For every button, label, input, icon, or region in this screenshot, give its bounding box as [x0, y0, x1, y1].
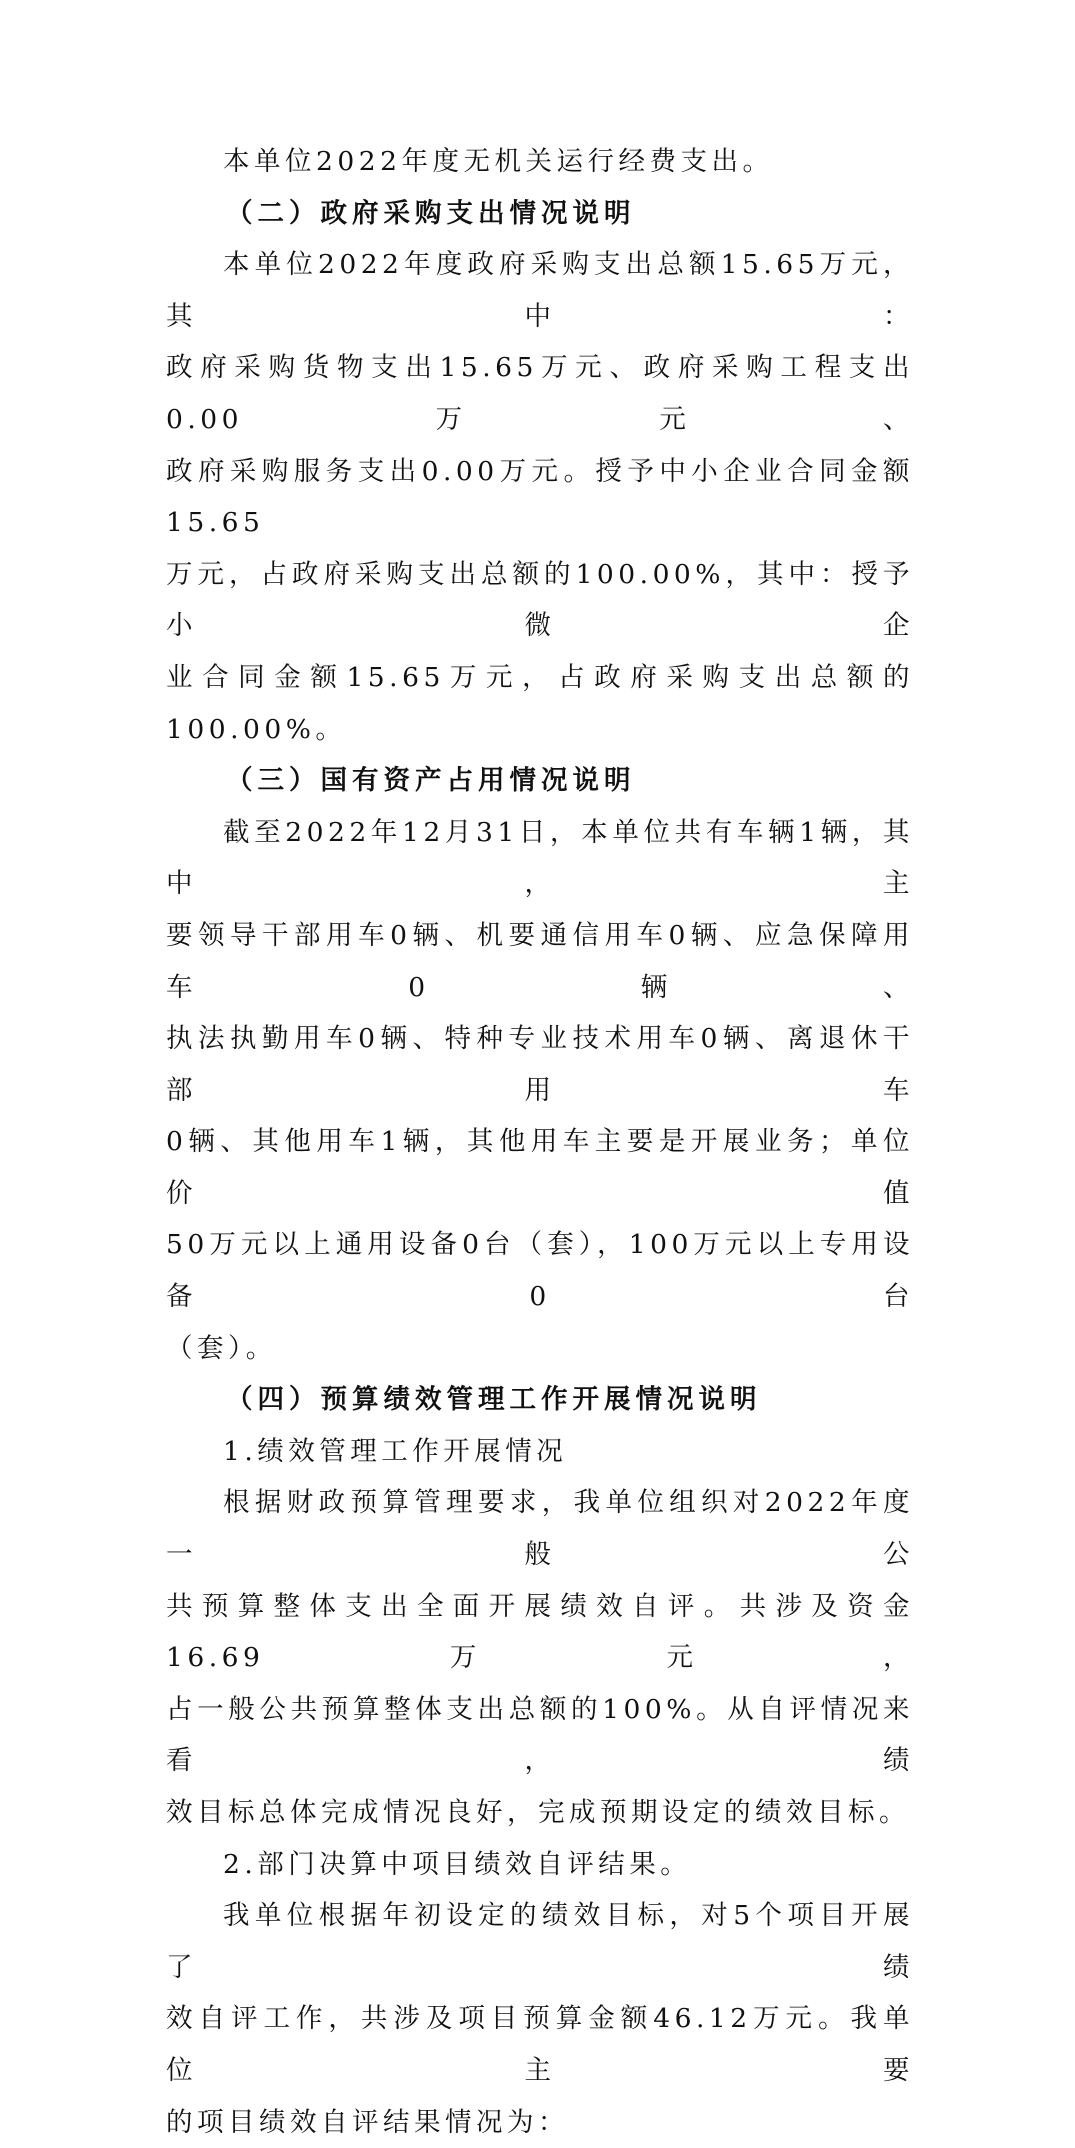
paragraph-procurement: [166, 239, 914, 755]
text-line: 业合同金额15.65万元，占政府采购支出总额的100.00%。: [166, 661, 914, 745]
text-line: 根据财政预算管理要求，我单位组织对2022年度一般公: [166, 1487, 914, 1571]
text-line: 0辆、其他用车1辆，其他用车主要是开展业务；单位价值: [166, 1126, 914, 1209]
text-line: 50万元以上通用设备0台（套），100万元以上专用设备0台: [166, 1229, 914, 1313]
paragraph-performance-self-eval: [166, 1477, 914, 1838]
paragraph-performance-subtitle-2: [166, 1839, 914, 1891]
paragraph-admin-expense: [166, 136, 914, 188]
text-line: 共预算整体支出全面开展绩效自评。共涉及资金16.69万元，: [166, 1590, 914, 1674]
text-line: 执法执勤用车0辆、特种专业技术用车0辆、离退休干部用车: [166, 1023, 914, 1106]
text-line: 效目标总体完成情况良好，完成预期设定的绩效目标。: [166, 1797, 910, 1828]
paragraph-state-assets: [166, 807, 914, 1375]
heading-performance: （四）预算绩效管理工作开展情况说明: [226, 1384, 762, 1416]
text-line: 我单位根据年初设定的绩效目标，对5个项目开展了绩: [166, 1900, 914, 1983]
paragraph-performance-subtitle-1: [166, 1426, 914, 1478]
document-body: [166, 136, 914, 2148]
heading-procurement: （二）政府采购支出情况说明: [226, 197, 636, 229]
paragraph-project-eval: [166, 1890, 914, 2148]
text-line: 占一般公共预算整体支出总额的100%。从自评情况来看，绩: [166, 1693, 914, 1777]
text-line: 要领导干部用车0辆、机要通信用车0辆、应急保障用车0辆、: [166, 919, 914, 1003]
text-line: 效自评工作，共涉及项目预算金额46.12万元。我单位主要: [166, 2003, 914, 2086]
heading-state-assets: （三）国有资产占用情况说明: [226, 765, 636, 797]
text-line: 万元，占政府采购支出总额的100.00%，其中：授予小微企: [166, 558, 914, 642]
text-line: 2.部门决算中项目绩效自评结果。: [223, 1848, 692, 1880]
text-line: 本单位2022年度无机关运行经费支出。: [223, 146, 774, 177]
text-line: 政府采购货物支出15.65万元、政府采购工程支出0.00万元、: [166, 352, 914, 435]
text-line: 的项目绩效自评结果情况为：: [166, 2106, 569, 2138]
text-line: 截至2022年12月31日，本单位共有车辆1辆，其中，主: [166, 816, 914, 900]
text-line: 1.绩效管理工作开展情况: [223, 1435, 568, 1467]
text-line: （套）。: [166, 1332, 277, 1364]
text-line: 本单位2022年度政府采购支出总额15.65万元，其中：: [166, 249, 914, 332]
text-line: 政府采购服务支出0.00万元。授予中小企业合同金额15.65: [166, 455, 914, 539]
